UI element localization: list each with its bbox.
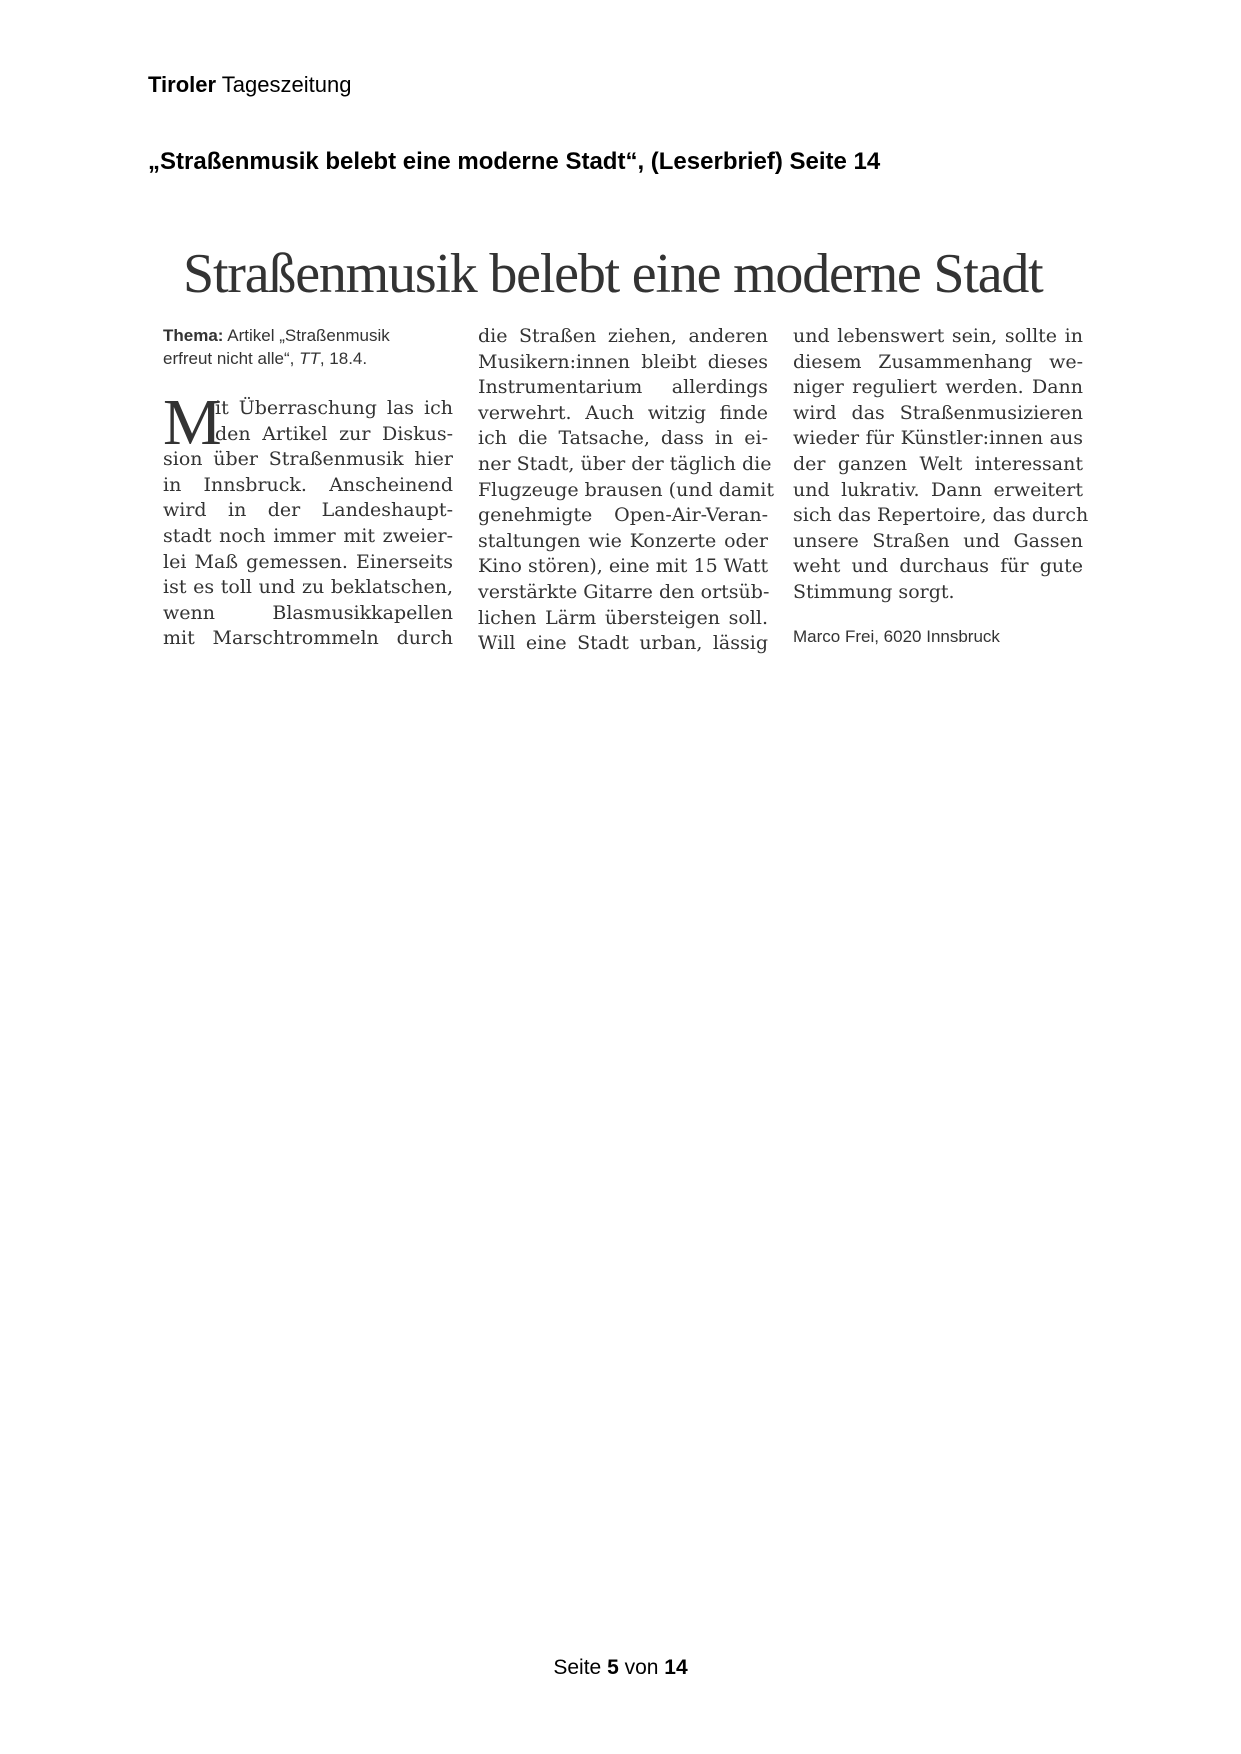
thema-date: , 18.4. — [319, 349, 368, 368]
clipping-title: „Straßenmusik belebt eine moderne Stadt“, (Leserbrief) Seite 14 — [148, 148, 881, 175]
text-line: verstärkte Gitarre den ortsüb- — [478, 580, 770, 603]
thema-text-2: erfreut nicht alle“, — [163, 349, 300, 368]
text-line: lichen Lärm übersteigen soll. — [478, 606, 768, 629]
text-line: it Überraschung las ich — [215, 397, 453, 419]
text-line: wieder für Künstler:innen aus — [793, 427, 1083, 450]
text-line: den Artikel zur Diskus- — [215, 422, 453, 445]
text-line: sich das Repertoire, das durch — [793, 504, 1089, 527]
total-page-count: 14 — [664, 1656, 688, 1679]
text-line: Kino stören), eine mit 15 Watt — [478, 555, 769, 578]
thema-source: TT — [299, 349, 320, 368]
text-line: staltungen wie Konzerte oder — [478, 529, 768, 552]
text-line: genehmigte Open-Air-Veran- — [478, 504, 768, 527]
author-signature: Marco Frei, 6020 Innsbruck — [793, 626, 1000, 646]
text-line: der ganzen Welt interessant — [793, 452, 1083, 475]
current-page-number: 5 — [607, 1656, 619, 1679]
drop-cap: M — [163, 386, 222, 459]
text-line: verwehrt. Auch witzig finde — [478, 401, 768, 424]
text-line: Flugzeuge brausen (und damit — [478, 478, 774, 501]
text-line: Instrumentarium allerdings — [478, 376, 768, 399]
text-line: Stimmung sorgt. — [793, 580, 955, 603]
text-line: Will eine Stadt urban, lässig — [478, 632, 768, 655]
text-line: wenn Blasmusikkapellen — [163, 601, 453, 624]
article-headline: Straßenmusik belebt eine moderne Stadt — [183, 243, 1043, 305]
text-line: ich die Tatsache, dass in ei- — [478, 427, 768, 450]
page-footer — [0, 1656, 1241, 1680]
publication-name-regular: Tageszeitung — [216, 72, 352, 97]
thema-label: Thema: — [163, 326, 224, 345]
column-1-body — [163, 386, 453, 652]
text-line: lei Maß gemessen. Einerseits — [163, 550, 453, 573]
text-line: stadt noch immer mit zweier- — [163, 524, 453, 547]
text-line: mit Marschtrommeln durch — [163, 627, 453, 650]
publication-name-bold: Tiroler — [148, 72, 217, 97]
text-line: wird in der Landeshaupt- — [163, 499, 453, 522]
article-column-1 — [163, 324, 453, 652]
article-column-2 — [478, 324, 774, 657]
text-line: diesem Zusammenhang we- — [793, 350, 1083, 373]
text-line: die Straßen ziehen, anderen — [478, 325, 768, 347]
text-line: in Innsbruck. Anscheinend — [163, 473, 453, 496]
newspaper-clipping — [163, 232, 1089, 672]
text-line: niger reguliert werden. Dann — [793, 376, 1083, 399]
page-number-prefix: Seite — [553, 1656, 608, 1679]
text-line: Musikern:innen bleibt dieses — [478, 350, 768, 373]
text-line: und lebenswert sein, sollte in — [793, 325, 1083, 347]
publication-name — [148, 72, 351, 98]
thema-reference — [163, 324, 453, 370]
text-line: wird das Straßenmusizieren — [793, 401, 1083, 424]
text-line: unsere Straßen und Gassen — [793, 529, 1083, 552]
text-line: weht und durchaus für gute — [793, 555, 1083, 578]
text-line: ist es toll und zu beklatschen, — [163, 576, 453, 599]
text-line: ner Stadt, über der täglich die — [478, 452, 772, 475]
article-column-3 — [793, 324, 1089, 649]
text-line: sion über Straßenmusik hier — [163, 448, 453, 471]
thema-text-1: Artikel „Straßenmusik — [223, 326, 390, 345]
page-number-separator: von — [618, 1656, 665, 1679]
text-line: und lukrativ. Dann erweitert — [793, 478, 1083, 501]
